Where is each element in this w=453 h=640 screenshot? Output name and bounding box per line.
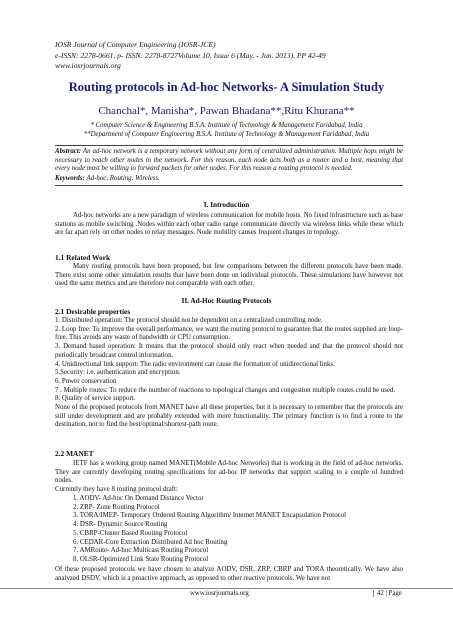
section-heading-introduction: I. Introduction — [203, 201, 250, 209]
protocol-item: 3. TORA/IMEP- Temporary Ordered Routing Algorithm/ Internet MANET Encapsulation Protocol — [73, 512, 347, 520]
property-item: 1. Distributed operation: The protocol should not be dependent on a centralized controlling node. — [55, 317, 323, 324]
abstract-label: Abstract: — [55, 148, 82, 155]
journal-issn: e-ISSN: 2278-0661, p- ISSN: 2278-8727Volume 10, Issue 6 (May. - Jun. 2013), PP 42-49 — [55, 50, 326, 60]
property-summary: None of the proposed protocols from MANET have all these properties, but it is necessary to remember that the protocols are still under development and are probably extended with more functionality. The primary function is to find a route to the destination, not to find the best/optimal/shortest-path route. — [55, 404, 403, 429]
property-item: 3. Demand based operation: It means that the protocol should only react when needed and that the protocol should not periodically broadcast control information. — [55, 343, 403, 359]
manet-list-intro: Currently they have 8 routing protocol draft: — [55, 486, 178, 493]
protocol-item: 5. CBRP-Cluster Based Routing Protocol — [73, 529, 188, 537]
keywords-label: Keywords: — [55, 174, 85, 182]
journal-site: www.iosrjournals.org — [55, 61, 121, 70]
journal-header — [55, 40, 326, 72]
closing-text: Of these proposed protocols we have chosen to analyze AODV, DSR, ZRP, CBRP and TORA theoretically. We have also analyzed DSDV, which is a proactive approach, as opposed to other reactive protocols. We have not — [55, 566, 403, 582]
property-item: 6. Power conservation — [55, 377, 117, 385]
related-work-text: Many routing protocols have been proposed, but few comparisons between the different protocols have been made. There exist some other simulation results that have been done on individual protocols. These simulations have however not used the same metrics and are therefore not comparable with each other. — [55, 263, 403, 288]
subsection-heading-manet: 2.2 MANET — [55, 449, 94, 458]
keywords — [55, 174, 403, 183]
subsection-heading-related-work: 1.1 Related Work — [55, 253, 111, 262]
protocol-item: 8. OLSR-Optimized Link State Routing Protocol — [73, 555, 209, 563]
subsection-heading-desirable-properties: 2.1 Desirable properties — [55, 307, 131, 316]
property-item: 4. Unidirectional link support: The radio environment can cause the formation of unidirectional links. — [55, 360, 335, 368]
abstract-box — [55, 145, 403, 186]
property-item: 8. Quality of service support. — [55, 395, 136, 403]
property-item: 7 . Multiple routes: To reduce the number of reactions to topological changes and congestion multiple routes could be used. — [55, 386, 396, 394]
introduction-text: Ad-hoc networks are a new paradigm of wireless communication for mobile hosts. No fixed infrastructure such as base stations as mobile switching .Nodes within each other radio range communicate directly via wireless links while these which are far apart rely on other nodes to relay messages. Node mobility causes frequent changes in topology. — [55, 212, 403, 237]
paper-authors: Chanchal*, Manisha*, Pawan Bhadana**,Ritu Khurana** — [98, 105, 355, 117]
manet-protocol-list — [55, 495, 403, 565]
protocol-item: 6. CEDAR-Core Extraction Distributed Ad hoc Routing — [73, 538, 228, 546]
manet-text: IETF has a working group named MANET(Mobile Ad-hoc Networks) that is working in the field of ad-hoc networks. They are currently developing routing specifications for ad-hoc IP networks that support scaling to a couple of hundred nodes. — [55, 460, 403, 485]
property-item: 5.Security: i.e. authentication and encryption. — [55, 369, 181, 377]
journal-name: IOSR Journal of Computer Engineering (IOSR-JCE) — [55, 40, 216, 49]
footer-rule — [0, 588, 453, 589]
section-heading-adhoc-routing: II. Ad-Hoc Routing Protocols — [181, 297, 272, 305]
property-item: 2. Loop free: To improve the overall performance, we want the routing protocol to guarantee that the routes supplied are loop-free. This avoids any waste of bandwidth or CPU consumption. — [55, 325, 403, 342]
protocol-item: 1. AODV- Ad-hoc On Demand Distance Vector — [73, 495, 204, 502]
desirable-properties-list — [55, 317, 403, 430]
footer-url: www.iosrjournals.org — [190, 590, 249, 597]
protocol-item: 2. ZRP- Zone Routing Protocol — [73, 503, 160, 511]
affiliations — [0, 121, 453, 139]
protocol-item: 7. AMRoute- Ad-hoc Multicast Routing Protocol — [73, 547, 209, 555]
keywords-text: Ad-hoc, Routing, Wireless. — [84, 174, 160, 182]
paper-title: Routing protocols in Ad-hoc Networks- A Simulation Study — [68, 80, 385, 94]
footer-page-number: 42 | Page — [373, 590, 402, 597]
abstract — [55, 148, 403, 174]
abstract-text: An ad-hoc network is a temporary network without any form of centralized administration. Multiple hops might be necessary to reach other nodes in the network. For this reason, each node acts both as a router and a host, meaning that every node must be willing to forward packets for other nodes. For this reason a routing protocol is needed. — [55, 148, 403, 173]
affiliation-1: * Computer Science & Engineering B.S.A. Institute of Technology & Management Faridabad, India — [90, 122, 363, 129]
affiliation-2: **Department of Computer Engineering B.S.A. Institute of Technology & Management Faridabad, India — [83, 131, 370, 138]
protocol-item: 4. DSR- Dynamic Source Routing — [73, 521, 168, 529]
